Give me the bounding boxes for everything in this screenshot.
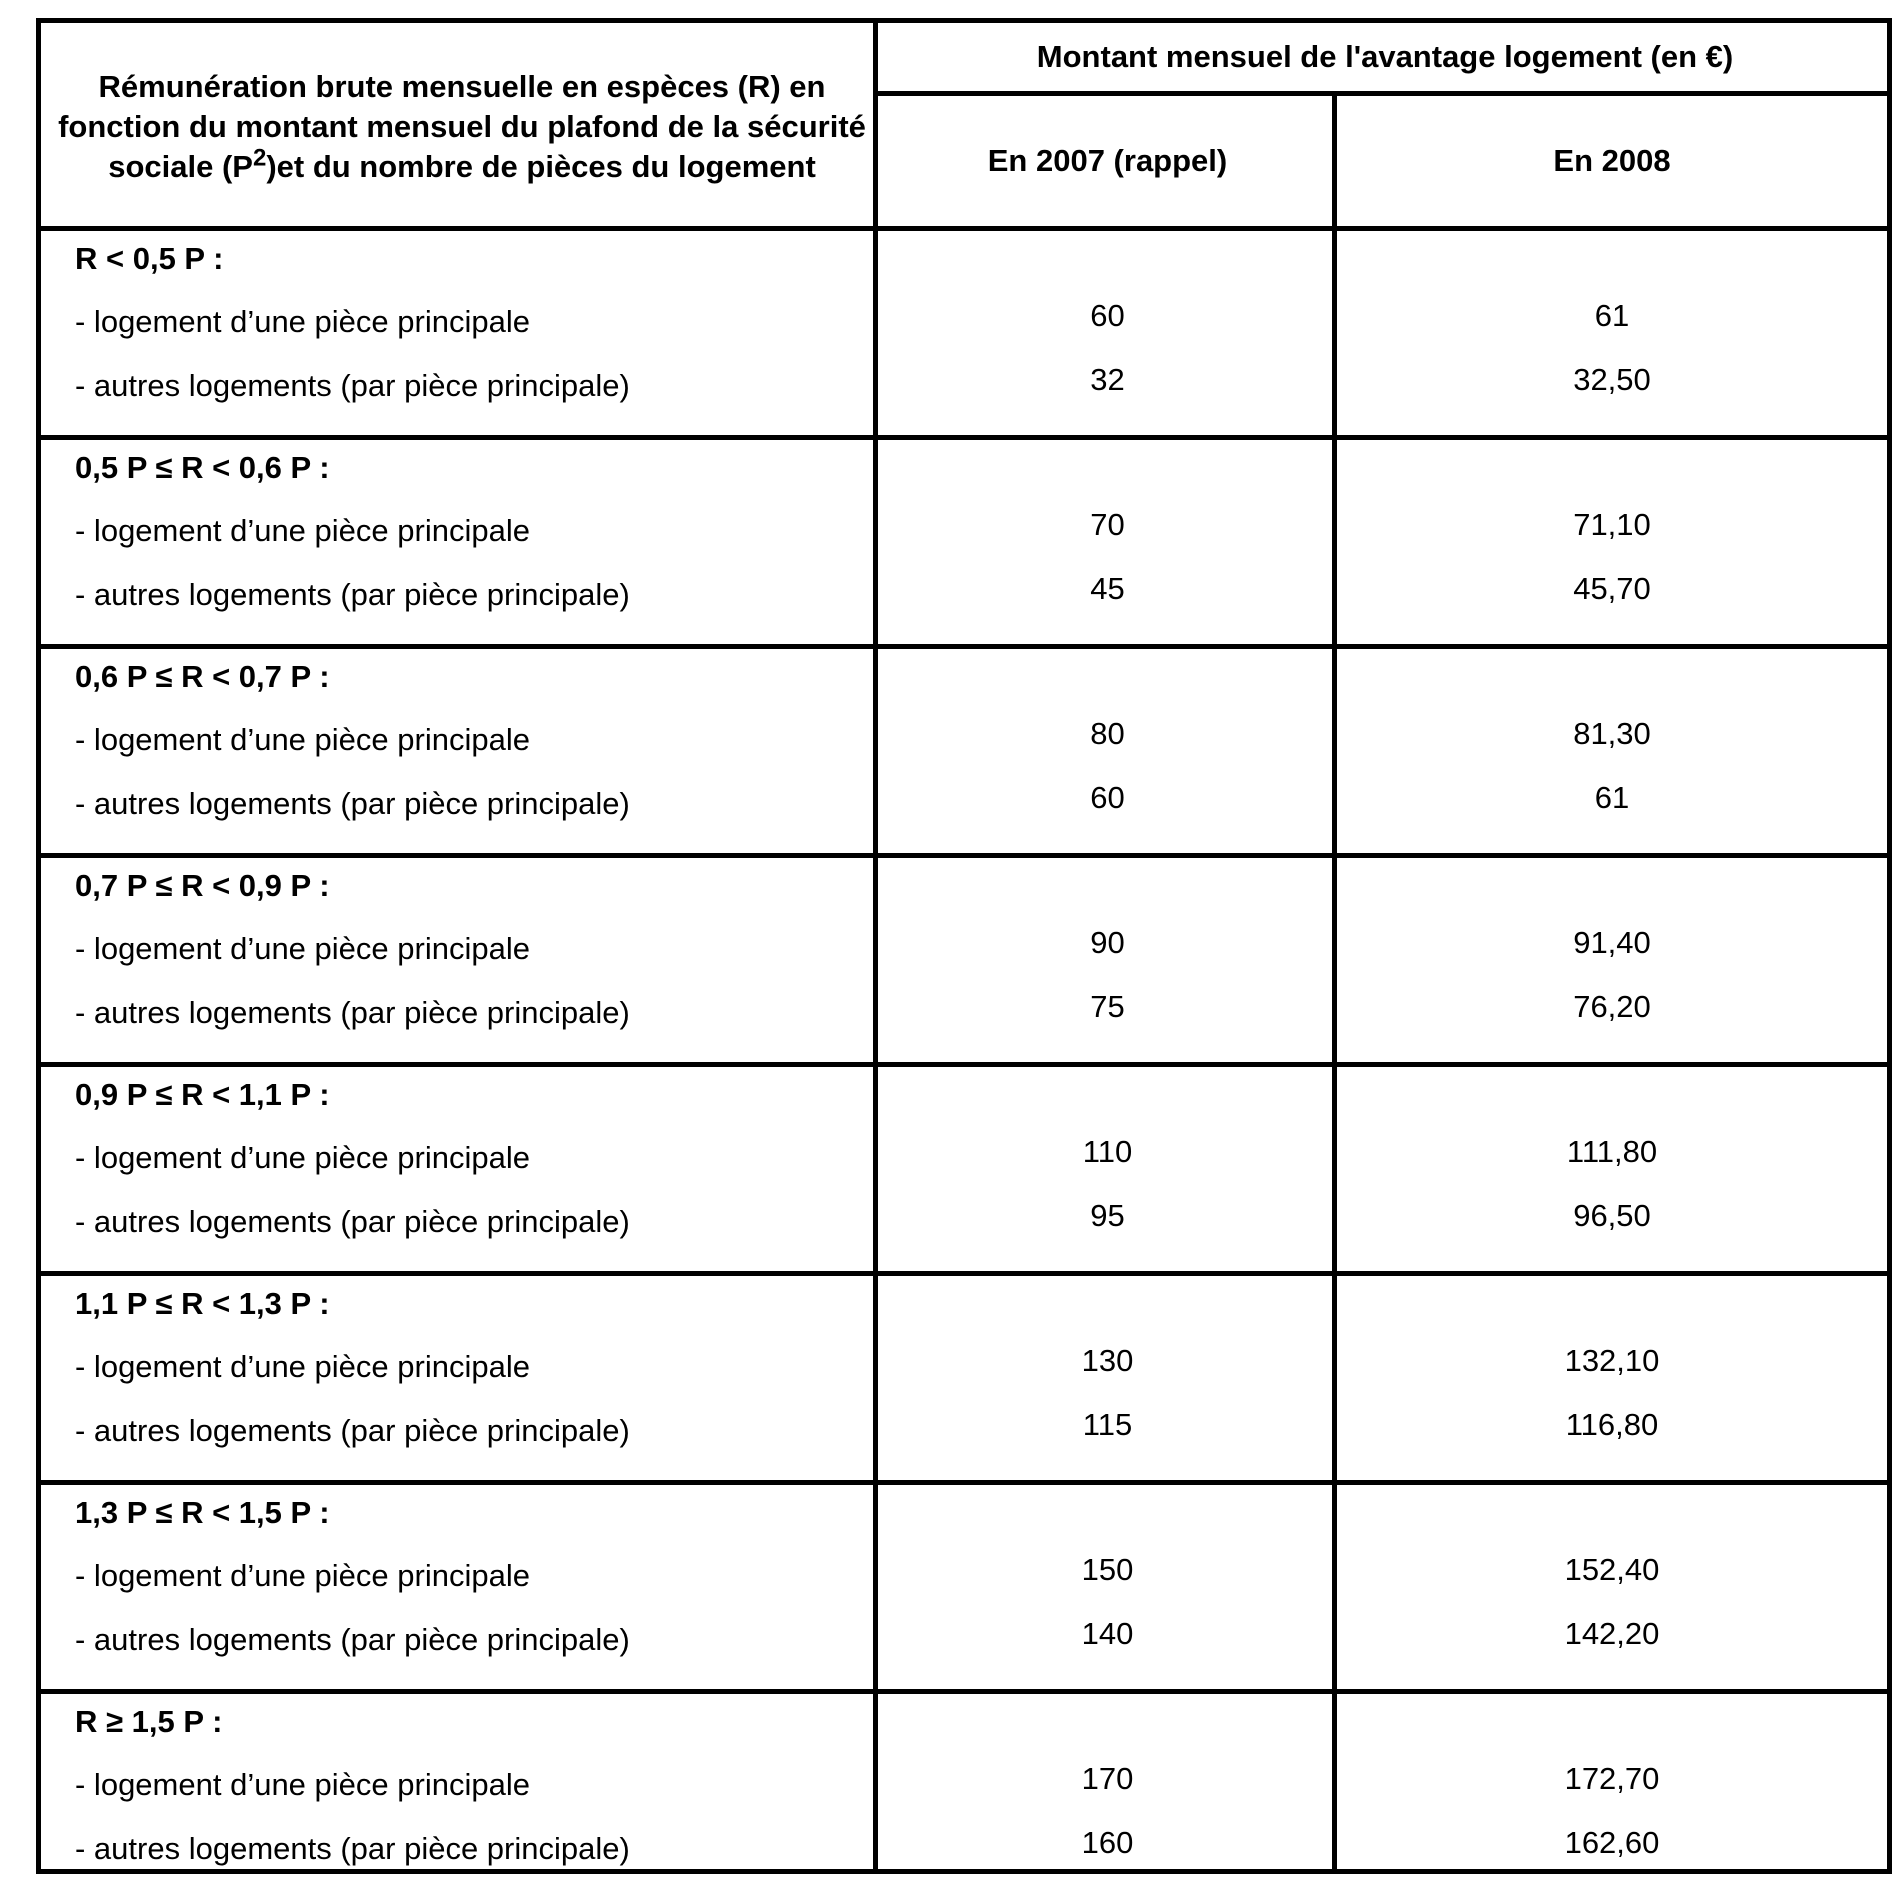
divider-col-1	[873, 23, 878, 1869]
row-label: - autres logements (par pièce principale)	[75, 1413, 630, 1448]
value-2008: 61	[1594, 298, 1630, 333]
value-2007: 75	[1090, 989, 1125, 1024]
row-label: - autres logements (par pièce principale)	[75, 995, 630, 1030]
group-divider	[41, 1062, 1887, 1067]
value-2007: 160	[1081, 1825, 1134, 1860]
value-2008: 61	[1594, 780, 1630, 815]
group-title: 0,5 P ≤ R < 0,6 P :	[75, 450, 330, 485]
value-2008: 152,40	[1564, 1552, 1660, 1587]
row-label: - autres logements (par pièce principale)	[75, 368, 630, 403]
row-label: - logement d’une pièce principale	[75, 513, 530, 548]
group-divider	[41, 1480, 1887, 1485]
row-label: - autres logements (par pièce principale)	[75, 1204, 630, 1239]
row-label: - autres logements (par pièce principale)	[75, 1622, 630, 1657]
row-label: - logement d’une pièce principale	[75, 1349, 530, 1384]
divider-header-top	[878, 91, 1887, 96]
row-label: - logement d’une pièce principale	[75, 1558, 530, 1593]
value-2008: 172,70	[1564, 1761, 1660, 1796]
value-2008: 71,10	[1573, 507, 1651, 542]
housing-benefit-table	[36, 18, 1892, 1874]
header-remuneration-text-2: )et du nombre de pièces du logement	[266, 149, 816, 184]
row-label: - logement d’une pièce principale	[75, 1767, 530, 1802]
header-superscript: 2	[252, 144, 267, 172]
value-2007: 110	[1082, 1134, 1133, 1169]
group-title: 0,6 P ≤ R < 0,7 P :	[75, 659, 330, 694]
group-divider	[41, 853, 1887, 858]
row-label: - autres logements (par pièce principale)	[75, 577, 630, 612]
group-title: R ≥ 1,5 P :	[75, 1704, 223, 1739]
value-2008: 32,50	[1573, 362, 1651, 397]
divider-header-bottom	[41, 226, 1887, 231]
value-2007: 60	[1090, 298, 1125, 333]
group-title: 0,7 P ≤ R < 0,9 P :	[75, 868, 330, 903]
row-label: - logement d’une pièce principale	[75, 1140, 530, 1175]
group-title: 1,3 P ≤ R < 1,5 P :	[75, 1495, 330, 1530]
value-2007: 150	[1081, 1552, 1134, 1587]
group-divider	[41, 644, 1887, 649]
value-2008: 142,20	[1564, 1616, 1660, 1651]
header-col-2007: En 2007 (rappel)	[987, 143, 1228, 178]
group-title: R < 0,5 P :	[75, 241, 224, 276]
value-2008: 96,50	[1573, 1198, 1651, 1233]
group-title: 1,1 P ≤ R < 1,3 P :	[75, 1286, 330, 1321]
value-2007: 70	[1090, 507, 1125, 542]
group-divider	[41, 1271, 1887, 1276]
row-label: - logement d’une pièce principale	[75, 931, 530, 966]
value-2007: 130	[1081, 1343, 1134, 1378]
value-2008: 91,40	[1573, 925, 1651, 960]
row-label: - autres logements (par pièce principale)	[75, 1831, 630, 1866]
group-divider	[41, 1689, 1887, 1694]
value-2007: 60	[1090, 780, 1125, 815]
value-2007: 45	[1090, 571, 1125, 606]
value-2008: 45,70	[1573, 571, 1651, 606]
value-2007: 170	[1081, 1761, 1134, 1796]
value-2008: 81,30	[1573, 716, 1651, 751]
value-2007: 90	[1090, 925, 1125, 960]
value-2008: 162,60	[1564, 1825, 1660, 1860]
value-2007: 95	[1090, 1198, 1125, 1233]
header-remuneration	[51, 28, 873, 226]
header-remuneration-text-1: Rémunération brute mensuelle en espèces (R) en fonction du montant mensuel du plafond de la sécurité sociale (P	[58, 69, 866, 184]
row-label: - logement d’une pièce principale	[75, 722, 530, 757]
header-col-2008: En 2008	[1553, 143, 1671, 178]
row-label: - autres logements (par pièce principale)	[75, 786, 630, 821]
value-2007: 80	[1090, 716, 1125, 751]
value-2007: 32	[1090, 362, 1125, 397]
row-label: - logement d’une pièce principale	[75, 304, 530, 339]
value-2008: 116,80	[1565, 1407, 1659, 1442]
value-2008: 76,20	[1573, 989, 1651, 1024]
header-montant: Montant mensuel de l'avantage logement (en €)	[1036, 39, 1734, 74]
group-title: 0,9 P ≤ R < 1,1 P :	[75, 1077, 330, 1112]
value-2007: 115	[1082, 1407, 1133, 1442]
group-divider	[41, 435, 1887, 440]
value-2008: 111,80	[1566, 1134, 1658, 1169]
value-2008: 132,10	[1564, 1343, 1660, 1378]
value-2007: 140	[1081, 1616, 1134, 1651]
